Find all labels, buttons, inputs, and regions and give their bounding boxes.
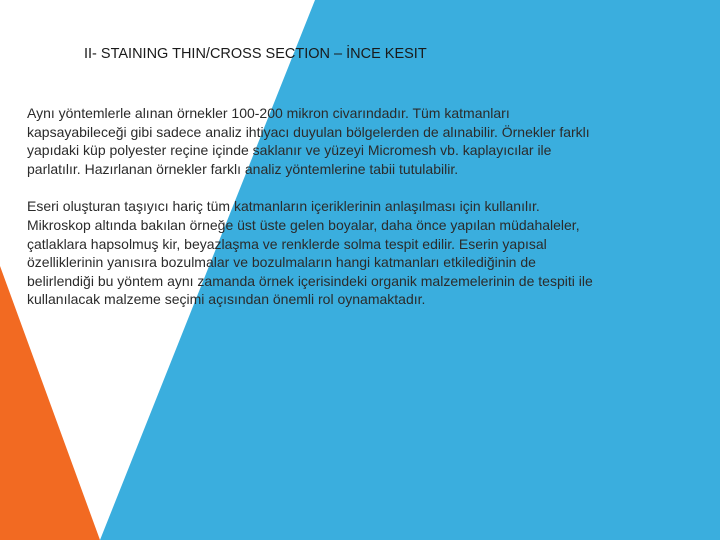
paragraph-2-line: belirlendiği bu yöntem aynı zamanda örnek içerisindeki organik malzemelerinin de tespiti ile [27,272,593,289]
paragraph-2-line: Eseri oluşturan taşıyıcı hariç tüm katmanların içeriklerinin anlaşılması için kullanılır. [27,198,540,215]
slide-title: II- STAINING THIN/CROSS SECTION – İNCE KESIT [84,46,427,62]
paragraph-1 [27,104,707,178]
paragraph-2 [27,197,707,309]
paragraph-2-line: çatlaklara hapsolmuş kir, beyazlaşma ve renklerde solma tespit edilir. Eserin yapısal [27,235,547,252]
paragraph-1-line: yapıdaki küp polyester reçine içinde saklanır ve yüzeyi Micromesh vb. kaplayıcılar ile [27,142,552,159]
paragraph-2-line: kullanılacak malzeme seçimi açısından önemli rol oynamaktadır. [27,291,426,308]
paragraph-2-line: Mikroskop altında bakılan örneğe üst üste gelen boyalar, daha önce yapılan müdahaleler, [27,216,580,233]
paragraph-1-line: kapsayabileceği gibi sadece analiz ihtiyacı duyulan bölgelerden de alınabilir. Örnekler farklı [27,123,590,140]
paragraph-1-line: Aynı yöntemlerle alınan örnekler 100-200 mikron civarındadır. Tüm katmanları [27,105,510,121]
paragraph-2-line: özelliklerinin yanısıra bozulmalar ve bozulmaların hangi katmanları etkilediğinin de [27,254,536,271]
slide-body [27,104,707,328]
paragraph-1-line: parlatılır. Hazırlanan örnekler farklı analiz yöntemlerine tabii tutulabilir. [27,160,459,177]
